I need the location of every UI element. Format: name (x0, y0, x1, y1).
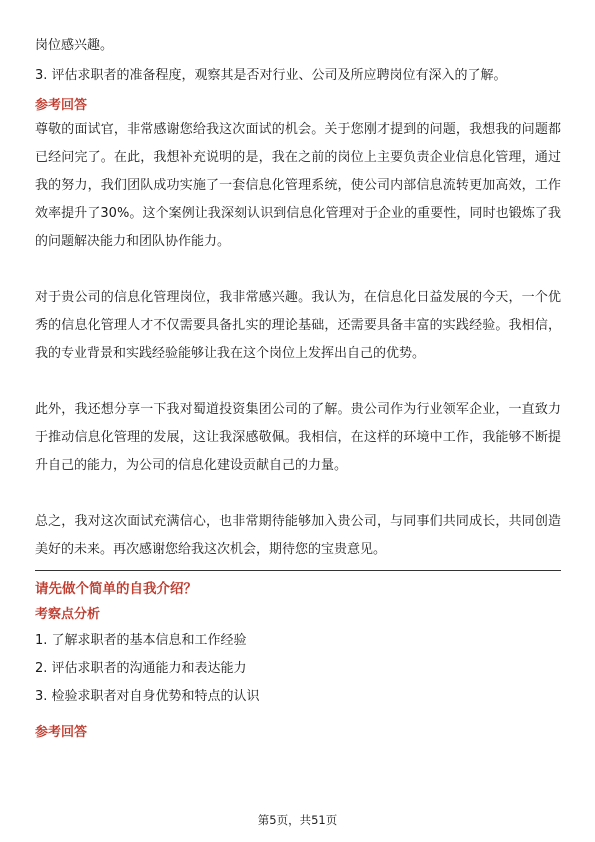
page-number-footer: 第5页，共51页 (257, 813, 338, 827)
analysis-label: 考察点分析 (35, 607, 101, 622)
answer-paragraph-4: 总之，我对这次面试充满信心，也非常期待能够加入贵公司，与同事们共同成长，共同创造美好的未来。再次感谢您给我这次机会，期待您的宝贵意见。 (35, 514, 561, 557)
analysis-point-3: 3. 检验求职者对自身优势和特点的认识 (35, 689, 260, 704)
answer-paragraph-3: 此外，我还想分享一下我对蜀道投资集团公司的了解。贵公司作为行业领军企业，一直致力于推动信息化管理的发展，这让我深感敬佩。我相信，在这样的环境中工作，我能够不断提升自己的能力，为公司的信息化建设贡献自己的力量。 (35, 402, 561, 473)
analysis-point-2: 2. 评估求职者的沟通能力和表达能力 (35, 661, 247, 676)
answer-paragraph-1: 尊敬的面试官，非常感谢您给我这次面试的机会。关于您刚才提到的问题，我想我的问题都已经问完了。在此，我想补充说明的是，我在之前的岗位上主要负责企业信息化管理，通过我的努力，我们团队成功实施了一套信息化管理系统，使公司内部信息流转更加高效，工作效率提升了30%。这个案例让我深刻认识到信息化管理对于企业的重要性，同时也锻炼了我的问题解决能力和团队协作能力。 (35, 122, 561, 249)
analysis-point-1: 1. 了解求职者的基本信息和工作经验 (35, 633, 247, 648)
answer-paragraph-2: 对于贵公司的信息化管理岗位，我非常感兴趣。我认为，在信息化日益发展的今天，一个优秀的信息化管理人才不仅需要具备扎实的理论基础，还需要具备丰富的实践经验。我相信，我的专业背景和实践经验能够让我在这个岗位上发挥出自己的优势。 (35, 290, 561, 361)
question-title: 请先做个简单的自我介绍？ (35, 581, 197, 597)
reference-answer-label-2: 参考回答 (35, 725, 88, 740)
reference-answer-body (35, 116, 561, 564)
reference-answer-label: 参考回答 (35, 98, 88, 113)
page-content (35, 36, 561, 743)
intro-tail-text: 岗位感兴趣。 (35, 38, 114, 53)
section-divider (35, 570, 561, 571)
criteria-item-3: 3. 评估求职者的准备程度，观察其是否对行业、公司及所应聘岗位有深入的了解。 (35, 68, 507, 83)
